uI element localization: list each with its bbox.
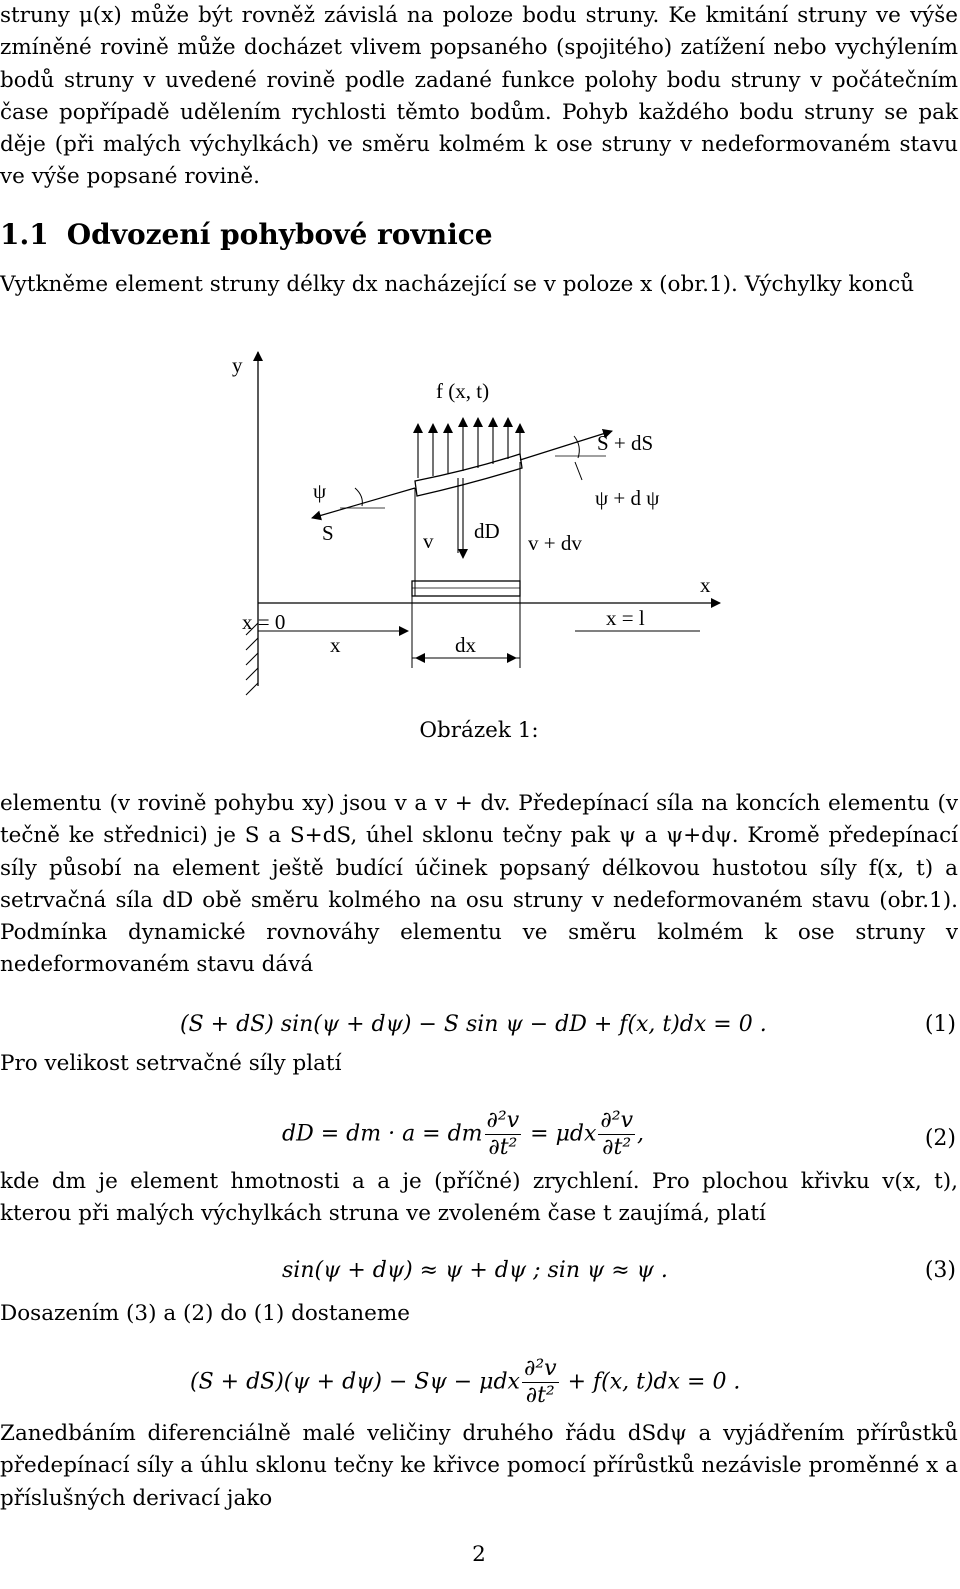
label-x0: x = 0 (242, 610, 286, 634)
force-s-arrow (312, 488, 415, 518)
paragraph-inertia: Pro velikost setrvačné síly platí (0, 1051, 342, 1076)
fraction-2: $\frac{\text{∂²v}}{\text{∂t²}}$ (600, 1108, 634, 1160)
figure-string-element (0, 338, 960, 708)
paragraph-forces: elementu (v rovině pohybu xy) jsou v a v + dv. Předepínací síla na koncích elementu (v tečně ke střednici) je S a S+dS, úhel sklonu tečny pak ψ a ψ+dψ. Kromě předepínací síly působí na element ještě budící účinek popsaný délkovou hustotou síly f(x, t) a setrvačná síla dD obě směru kolmého na osu struny v nedeformovaném stavu (obr.1). Podmínka dynamické rovnováhy elementu ve směru kolmém k ose struny v nedeformovaném stavu dává (0, 791, 958, 978)
section-heading (0, 218, 493, 251)
equation-1-number: (1) (924, 1012, 956, 1037)
fraction-1: $\frac{\text{∂²v}}{\text{∂t²}}$ (486, 1108, 520, 1160)
label-psidpsi: ψ + d ψ (595, 486, 660, 510)
figure-caption: Obrázek 1: (419, 718, 539, 743)
label-xl: x = l (606, 606, 645, 630)
equation-4-lhs: (S + dS)(ψ + dψ) − Sψ − μdx (190, 1369, 520, 1395)
paragraph-element: Vytkněme element struny délky dx nacházející se v poloze x (obr.1). Výchylky konců (0, 272, 915, 297)
label-psi: ψ (313, 479, 327, 503)
equation-1-body: (S + dS) sin(ψ + dψ) − S sin ψ − dD + f(x, t)dx = 0 . (180, 1012, 767, 1037)
undeformed-element (412, 581, 520, 596)
equation-4-tail: + f(x, t)dx = 0 . (567, 1369, 741, 1395)
equation-3-number: (3) (924, 1258, 956, 1283)
label-vdv: v + dv (528, 531, 582, 555)
deformed-element (415, 454, 522, 496)
section-number: 1.1 (0, 218, 49, 251)
equation-3-body: sin(ψ + dψ) ≈ ψ + dψ ; sin ψ ≈ ψ . (282, 1258, 668, 1283)
label-sds: S + dS (597, 431, 654, 455)
equation-1 (0, 1012, 958, 1052)
paragraph-intro: struny μ(x) může být rovněž závislá na poloze bodu struny. Ke kmitání struny ve výše zmíněné rovině může docházet vlivem popsaného (spojitého) zatížení nebo vychýlením bodů struny v uvedené rovině podle zadané funkce polohy bodu struny v počátečním čase popřípadě udělením rychlosti těmto bodům. Pohyb každého bodu struny se pak děje (při malých výchylkách) ve směru kolmém k ose struny v nedeformovaném stavu ve výše popsané rovině. (0, 3, 958, 190)
label-y: y (232, 353, 243, 377)
section-title: Odvození pohybové rovnice (66, 218, 493, 251)
paragraph-curve: kde dm je element hmotnosti a a je (příčné) zrychlení. Pro plochou křivku v(x, t), kterou při malých výchylkách struna ve zvoleném čase t zaujímá, platí (0, 1169, 958, 1227)
page-number: 2 (472, 1542, 486, 1567)
equation-4 (0, 1356, 958, 1416)
label-f: f (x, t) (436, 379, 490, 403)
paragraph-substitution: Dosazením (3) a (2) do (1) dostaneme (0, 1301, 410, 1326)
paragraph-neglect: Zanedbáním diferenciálně malé veličiny druhého řádu dSdψ a vyjádřením přírůstků předepínací síly a úhlu sklonu tečny ke křivce pomocí přírůstků nezávisle proměnné x a příslušných derivací jako (0, 1421, 958, 1511)
label-x-axis: x (700, 573, 711, 597)
equation-2-number: (2) (924, 1126, 956, 1151)
equation-2-mid: = μdx (530, 1121, 597, 1147)
equation-3 (0, 1258, 958, 1298)
label-dd: dD (474, 519, 500, 543)
fraction-3: $\frac{\text{∂²v}}{\text{∂t²}}$ (523, 1356, 557, 1408)
equation-2-lhs: dD = dm · a = dm (282, 1121, 483, 1147)
equation-2: dD = dm · a = dm $\frac{\text{∂²v}}{\text{∂t²}}$ = μdx $\frac{\text{∂²v}}{\text{∂t²}}$ , (2) (282, 1108, 956, 1160)
label-s: S (322, 521, 334, 545)
label-dx: dx (455, 633, 476, 657)
label-x-pos: x (330, 633, 341, 657)
label-v: v (423, 529, 434, 553)
